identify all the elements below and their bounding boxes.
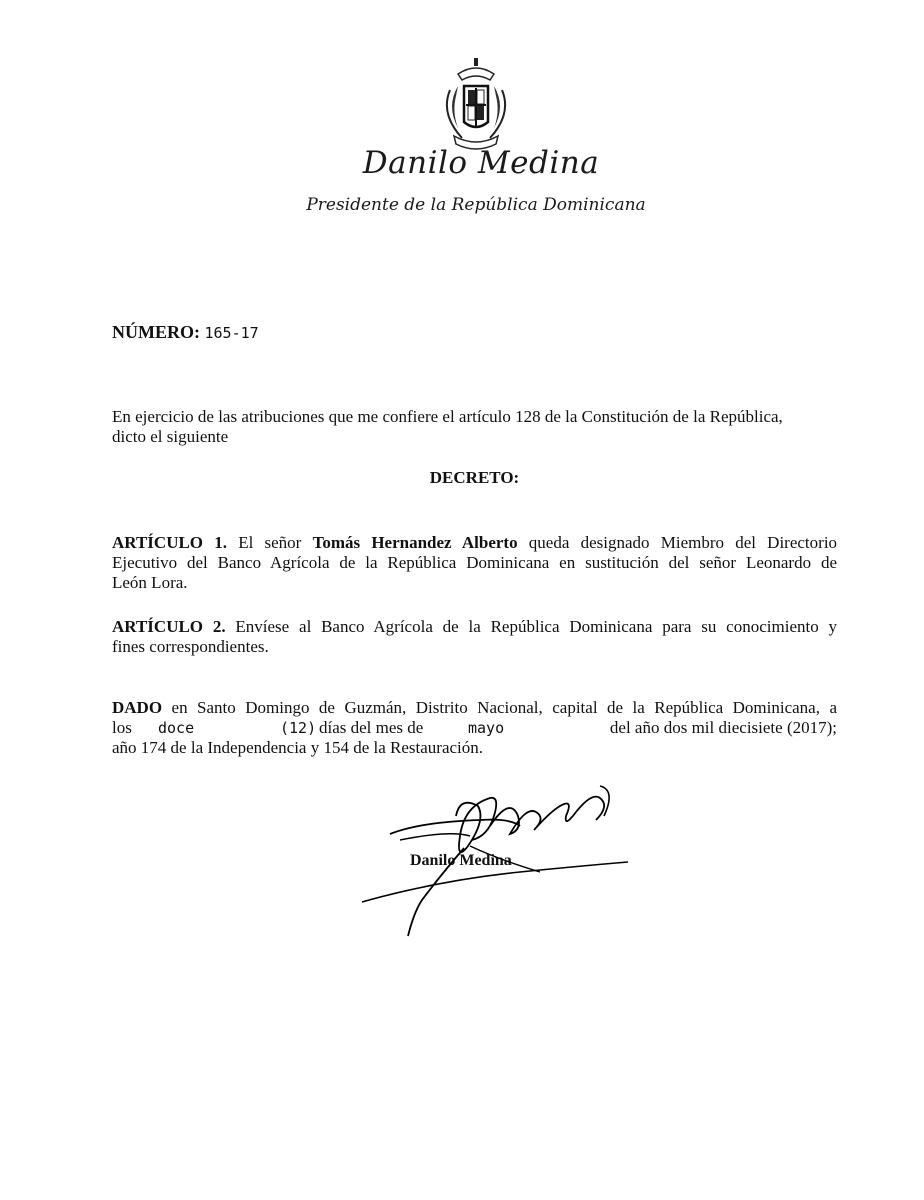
article-1-line-1 [112,533,837,553]
article-1-text-b: queda designado Miembro del Directorio [528,533,838,552]
dado-line-2 [112,718,837,738]
article-1-label: ARTÍCULO 1. [112,533,227,552]
dado-paragraph [112,698,837,758]
article-1-line-3: León Lora. [112,573,188,592]
dado-month: mayo [468,719,505,737]
decree-number [112,322,259,343]
header-title: Presidente de la República Dominicana [306,195,646,215]
article-2-line-1 [112,617,837,637]
article-2-label: ARTÍCULO 2. [112,617,226,636]
decree-heading: DECRETO: [429,468,520,487]
dado-los: los [112,718,132,737]
signature-name: Danilo Medina [410,852,512,869]
article-2-line-2: fines correspondientes. [112,637,269,656]
article-2-text: Envíese al Banco Agrícola de la República Dominicana para su conocimiento y [235,617,838,636]
intro-paragraph [112,407,837,447]
decree-number-label: NÚMERO: [112,322,200,342]
dado-label: DADO [112,698,163,717]
article-1 [112,533,837,593]
article-1-line-2: Ejecutivo del Banco Agrícola de la República Dominicana en sustitución del señor Leonardo de [112,553,837,572]
dado-text: en Santo Domingo de Guzmán, Distrito Nacional, capital de la República Dominicana, a [171,698,837,717]
dado-day-word: doce [158,719,195,737]
header-name: Danilo Medina [362,145,600,181]
article-2 [112,617,837,657]
dado-year: del año dos mil diecisiete (2017); [609,718,837,737]
intro-line-2: dicto el siguiente [112,427,229,446]
dado-day-number: (12) [280,719,317,737]
decree-number-value: 165-17 [204,324,259,342]
article-1-person: Tomás Hernandez Alberto [312,533,518,552]
dado-line-3: año 174 de la Independencia y 154 de la Restauración. [112,738,484,757]
dado-dias-del-mes: días del mes de [319,718,424,737]
dado-line-1 [112,698,837,718]
article-1-text-a: El señor [238,533,302,552]
handwritten-signature [360,776,640,946]
intro-line-1: En ejercicio de las atribuciones que me confiere el artículo 128 de la Constitución de la República, [112,407,783,426]
